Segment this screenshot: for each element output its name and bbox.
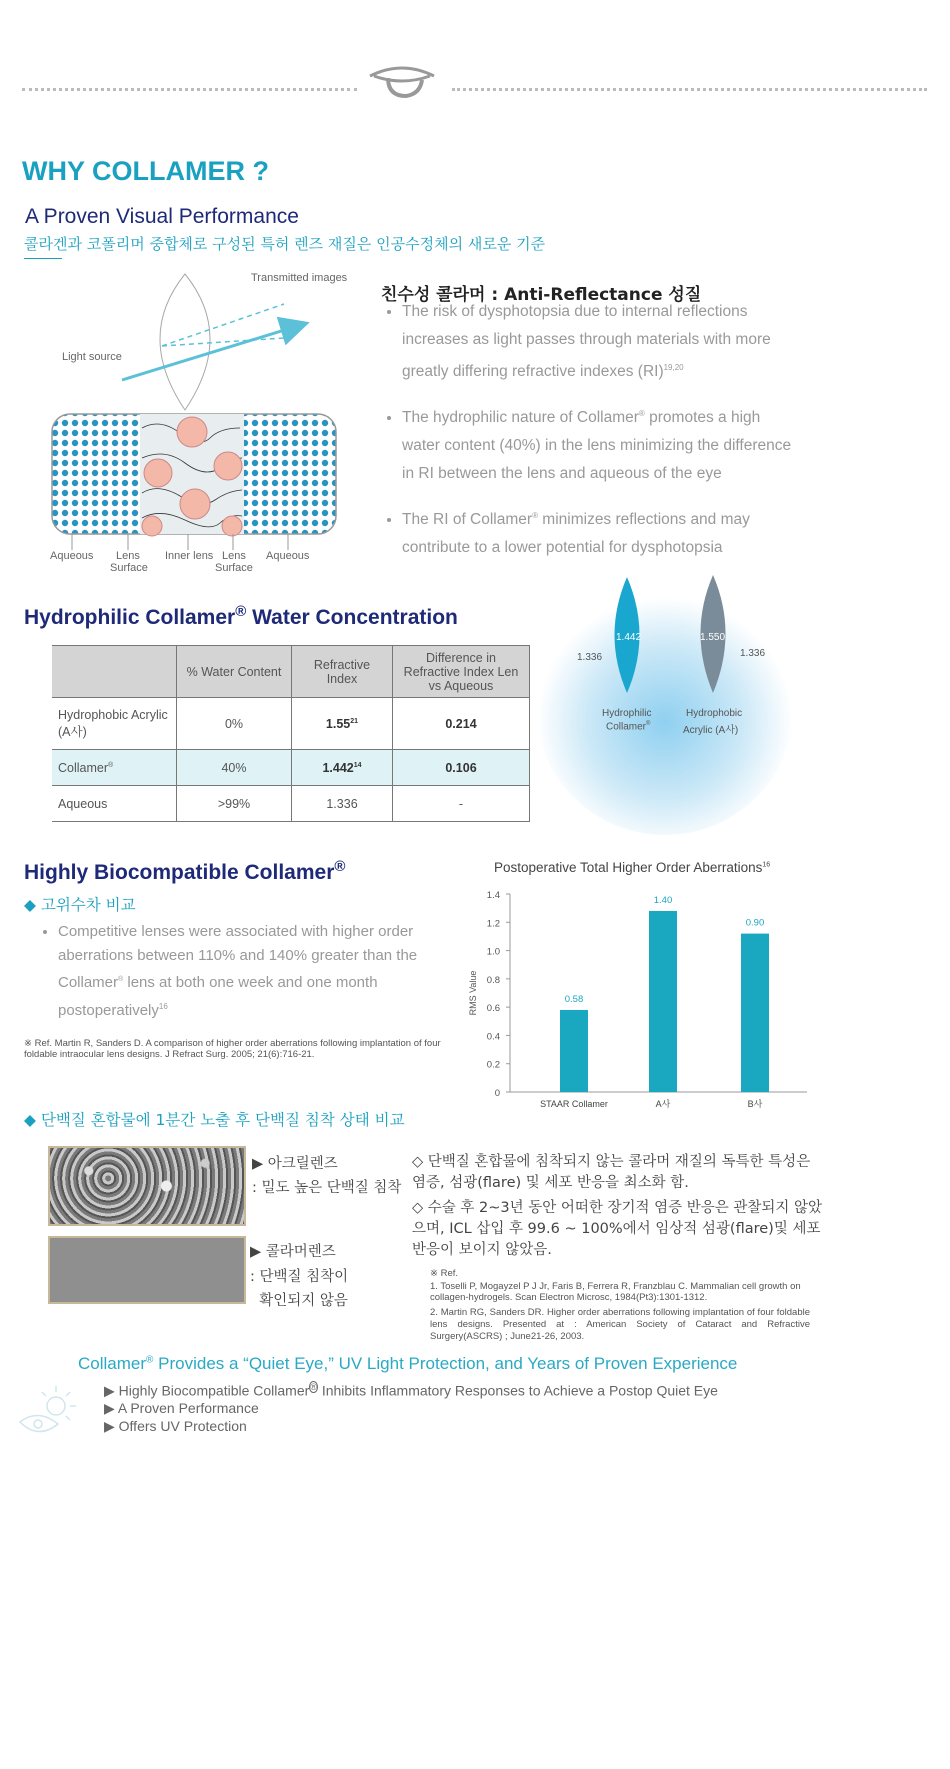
footer-item-1: ▶ Highly Biocompatible Collamer® Inhibits Inflammatory Responses to Achieve a Postop Quiet Eye xyxy=(104,1382,718,1399)
anti-bullet-2: • The hydrophilic nature of Collamer® promotes a high water content (40%) in the lens minimizing the difference in RI between the lens and aqueous of the eye xyxy=(402,400,792,488)
aqueous-right-label: Aqueous xyxy=(266,550,310,562)
x-tick-label: STAAR Collamer xyxy=(540,1099,608,1109)
protein-heading: ◆ 단백질 혼합물에 1분간 노출 후 단백질 침착 상태 비교 xyxy=(24,1111,405,1129)
bar xyxy=(560,1010,588,1092)
divider-right xyxy=(452,88,927,91)
x-tick-label: B사 xyxy=(747,1099,763,1109)
bio-heading: Highly Biocompatible Collamer® xyxy=(24,858,346,884)
sun-eye-icon xyxy=(18,1378,82,1448)
row-name: Collamer® xyxy=(52,750,177,786)
cell-ri: 1.336 xyxy=(292,786,393,822)
water-heading: Hydrophilic Collamer® Water Concentration xyxy=(24,603,458,629)
page-title: WHY COLLAMER ? xyxy=(22,156,269,186)
row-name: Aqueous xyxy=(52,786,177,822)
y-tick-label: 0 xyxy=(494,1088,500,1099)
y-tick-label: 1.4 xyxy=(486,890,500,901)
lens-surface-right-label: Lens xyxy=(222,550,246,562)
chart-title: Postoperative Total Higher Order Aberrations$^{16}$ xyxy=(494,860,771,875)
cell-diff: - xyxy=(393,786,530,822)
table-header-row xyxy=(52,646,530,698)
protein-ref-head: ※ Ref. xyxy=(430,1268,459,1279)
bio-reference: ※ Ref. Martin R, Sanders D. A comparison of higher order aberrations following implantation of four foldable intraocular lens designs. J Refract Surg. 2005; 21(6):716-21. xyxy=(24,1038,441,1060)
table-row xyxy=(52,786,530,822)
ri-lens1: 1.442 xyxy=(616,632,642,643)
lens-reflection-diagram xyxy=(40,268,350,578)
y-tick-label: 0.8 xyxy=(486,974,500,986)
y-tick-label: 1.0 xyxy=(486,946,500,958)
collamer-desc2: 확인되지 않음 xyxy=(250,1293,348,1309)
protein-ref-1: 1. Toselli P, Mogayzel P J Jr, Faris B, Ferrera R, Franzblau C. Mammalian cell growth on collagen-hydrogels. Scan Electron Microsc, 1984(Pt3):1301-1312. xyxy=(430,1281,801,1303)
cell-water: 0% xyxy=(177,698,292,750)
acrylic-lens-image xyxy=(48,1146,246,1226)
y-tick-label: 0.2 xyxy=(486,1059,500,1071)
acryl-desc: : 밀도 높은 단백질 침착 xyxy=(252,1180,402,1196)
underline xyxy=(24,258,62,259)
anti-reflectance-heading: 친수성 콜라머 : Anti-Reflectance 성질 xyxy=(381,285,702,305)
water-table xyxy=(52,645,530,822)
bio-list xyxy=(44,920,418,1037)
eye-icon xyxy=(366,64,438,100)
data-label: 0.58 xyxy=(564,993,584,1005)
anti-bullet-1: • The risk of dysphotopsia due to internal reflections increases as light passes through materials with more greatly differing refractive indexes (RI)$^{19,20}$ xyxy=(402,298,792,386)
lens-surface-left-label2: Surface xyxy=(110,562,148,574)
y-tick-label: 0.4 xyxy=(486,1031,500,1043)
aqueous-left-label: Aqueous xyxy=(50,550,94,562)
lens2-label-a: Hydrophobic xyxy=(686,708,743,719)
hoa-bar-chart xyxy=(462,880,812,1120)
transmitted-label: Transmitted images xyxy=(251,272,348,284)
anti-reflectance-list xyxy=(387,298,792,576)
footer-item-2: ▶ A Proven Performance xyxy=(104,1400,259,1416)
bio-bullet: • Competitive lenses were associated with higher order aberrations between 110% and 140% greater than the Collamer® lens at both one week and one month postoperatively$^{16}$ xyxy=(58,920,418,1023)
data-label: 0.90 xyxy=(745,917,765,929)
cell-diff: 0.214 xyxy=(393,698,530,750)
acryl-label: ▶ 아크릴렌즈 xyxy=(252,1156,338,1172)
lens-ri-figure xyxy=(540,565,790,835)
lens1-label-b: Collamer® xyxy=(606,721,651,733)
cell-ri: 1.55$^{21}$ xyxy=(292,698,393,750)
cell-water: 40% xyxy=(177,750,292,786)
ri-left: 1.336 xyxy=(577,652,603,663)
bio-subheading: ◆ 고위수차 비교 xyxy=(24,896,136,914)
col-header: Refractive Index xyxy=(292,646,393,698)
row-name: Hydrophobic Acrylic (A사) xyxy=(52,698,177,750)
cell-water: >99% xyxy=(177,786,292,822)
lens-surface-right-label2: Surface xyxy=(215,562,253,574)
ri-right: 1.336 xyxy=(740,648,766,659)
footer-item-3: ▶ Offers UV Protection xyxy=(104,1418,247,1434)
cell-diff: 0.106 xyxy=(393,750,530,786)
bar xyxy=(741,934,769,1092)
bar xyxy=(649,911,677,1092)
data-label: 1.40 xyxy=(653,894,673,906)
section-subtitle: A Proven Visual Performance xyxy=(25,205,299,228)
collamer-label: ▶ 콜라머렌즈 xyxy=(250,1244,336,1260)
y-tick-label: 1.2 xyxy=(486,918,500,930)
anti-bullet-3: • The RI of Collamer® minimizes reflections and may contribute to a lower potential for dysphotopsia xyxy=(402,502,792,562)
lens1-label-a: Hydrophilic xyxy=(602,708,652,719)
col-header xyxy=(52,646,177,698)
cell-ri: 1.442$^{14}$ xyxy=(292,750,393,786)
ri-lens2: 1.550 xyxy=(700,632,726,643)
inner-lens-label: Inner lens xyxy=(165,550,214,562)
footer-headline: Collamer® Provides a “Quiet Eye,” UV Light Protection, and Years of Proven Experience xyxy=(78,1354,738,1373)
subtitle-korean: 콜라겐과 코폴리머 중합체로 구성된 특허 렌즈 재질은 인공수정체의 새로운 기준 xyxy=(24,235,546,253)
col-header: Difference in Refractive Index Len vs Aqueous xyxy=(393,646,530,698)
protein-ref-2: 2. Martin RG, Sanders DR. Higher order aberrations following implantation of four foldable lens designs. Presented at : American Society of Cataract and Refractive Surgery(ASCRS) ; June21-26, 2003. xyxy=(430,1307,810,1342)
collamer-desc: : 단백질 침착이 xyxy=(250,1269,349,1285)
lens2-label-b: Acrylic (A사) xyxy=(683,725,739,736)
divider-left xyxy=(22,88,357,91)
collamer-lens-image xyxy=(48,1236,246,1304)
protein-para-1: ◇ 단백질 혼합물에 침착되지 않는 콜라머 재질의 독특한 특성은 염증, 섬광(flare) 및 세포 반응을 최소화 함. xyxy=(412,1154,811,1191)
lens-surface-left-label: Lens xyxy=(116,550,140,562)
y-tick-label: 0.6 xyxy=(486,1003,500,1015)
table-row xyxy=(52,750,530,786)
protein-para-2: ◇ 수술 후 2~3년 동안 어떠한 장기적 염증 반응은 관찰되지 않았으며, ICL 삽입 후 99.6 ~ 100%에서 임상적 섬광(flare)및 세포 반응이 보이지 않았음. xyxy=(412,1200,823,1258)
table-row xyxy=(52,698,530,750)
y-axis-label: RMS Value xyxy=(468,970,478,1016)
x-tick-label: A사 xyxy=(655,1099,671,1109)
light-source-label: Light source xyxy=(62,351,122,363)
col-header: % Water Content xyxy=(177,646,292,698)
